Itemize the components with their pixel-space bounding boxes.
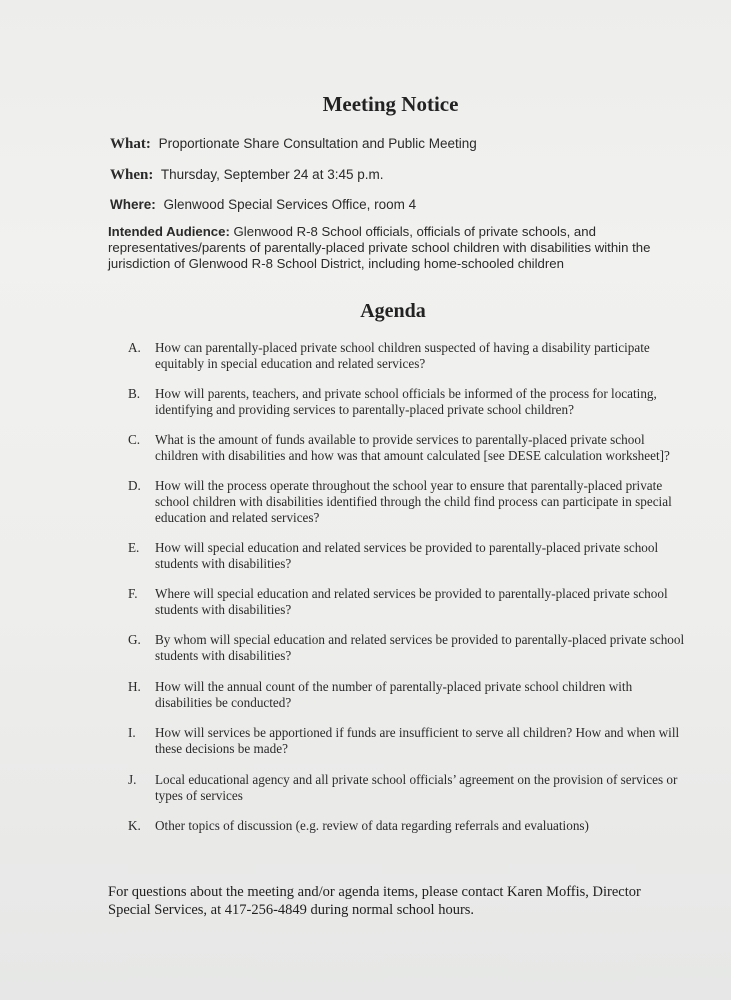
audience-value: Glenwood R-8 School officials, officials of private schools, and representatives/parents of parentally-placed private school children with disabilities within the jurisdiction of Glenwood R-8 School District, including home-schooled children <box>108 224 651 271</box>
agenda-item-g <box>128 632 688 664</box>
where-value: Glenwood Special Services Office, room 4 <box>163 197 417 212</box>
agenda-item-letter: G. <box>128 632 141 647</box>
when-label: When: <box>110 167 154 183</box>
agenda-item-letter: D. <box>128 478 141 493</box>
when-field <box>110 167 383 184</box>
agenda-item-c <box>128 432 688 464</box>
agenda-item-text: How will services be apportioned if funds are insufficient to serve all children? How and when will these decisions be made? <box>155 725 680 756</box>
agenda-item-f <box>128 586 688 618</box>
agenda-item-text: Where will special education and related services be provided to parentally-placed private school students with disabilities? <box>155 586 668 617</box>
what-label: What: <box>110 136 151 152</box>
agenda-item-d <box>128 478 688 526</box>
agenda-item-text: Local educational agency and all private school officials’ agreement on the provision of services or types of services <box>155 772 678 803</box>
where-label: Where: <box>110 197 156 212</box>
agenda-item-text: How can parentally-placed private school children suspected of having a disability participate equitably in special education and related services? <box>155 340 650 371</box>
agenda-item-text: By whom will special education and related services be provided to parentally-placed private school students with disabilities? <box>155 632 685 663</box>
agenda-item-letter: F. <box>128 586 138 601</box>
contact-footer: For questions about the meeting and/or agenda items, please contact Karen Moffis, Director Special Services, at 417-256-4849 during normal school hours. <box>108 884 641 918</box>
agenda-item-letter: K. <box>128 818 141 833</box>
agenda-item-k <box>128 818 688 834</box>
agenda-item-letter: H. <box>128 679 141 694</box>
agenda-item-e <box>128 540 688 572</box>
audience-label: Intended Audience: <box>108 224 230 239</box>
agenda-item-j <box>128 772 688 804</box>
agenda-item-letter: C. <box>128 432 141 447</box>
agenda-item-a <box>128 340 688 372</box>
agenda-item-letter: B. <box>128 386 141 401</box>
agenda-item-text: Other topics of discussion (e.g. review of data regarding referrals and evaluations) <box>155 818 589 833</box>
agenda-item-b <box>128 386 688 418</box>
agenda-heading: Agenda <box>360 300 426 322</box>
page-title: Meeting Notice <box>322 92 459 116</box>
agenda-item-i <box>128 725 688 757</box>
agenda-item-text: What is the amount of funds available to provide services to parentally-placed private school children with disabilities and how was that amount calculated [see DESE calculation worksheet]? <box>155 432 670 463</box>
agenda-item-text: How will parents, teachers, and private school officials be informed of the process for locating, identifying and providing services to parentally-placed private school children? <box>155 386 657 417</box>
agenda-item-h <box>128 679 688 711</box>
agenda-item-letter: I. <box>128 725 136 740</box>
agenda-item-text: How will the process operate throughout the school year to ensure that parentally-placed private school children with disabilities identified through the child find process can participate in special education and related services? <box>155 478 672 525</box>
agenda-item-letter: E. <box>128 540 140 555</box>
agenda-item-letter: A. <box>128 340 141 355</box>
agenda-item-text: How will special education and related services be provided to parentally-placed private school students with disabilities? <box>155 540 659 571</box>
when-value: Thursday, September 24 at 3:45 p.m. <box>160 167 384 182</box>
agenda-item-text: How will the annual count of the number of parentally-placed private school children with disabilities be conducted? <box>155 679 633 710</box>
where-field <box>110 197 416 212</box>
agenda-item-letter: J. <box>128 772 137 787</box>
what-value: Proportionate Share Consultation and Public Meeting <box>158 136 477 151</box>
audience-field <box>108 224 668 272</box>
what-field <box>110 136 477 153</box>
